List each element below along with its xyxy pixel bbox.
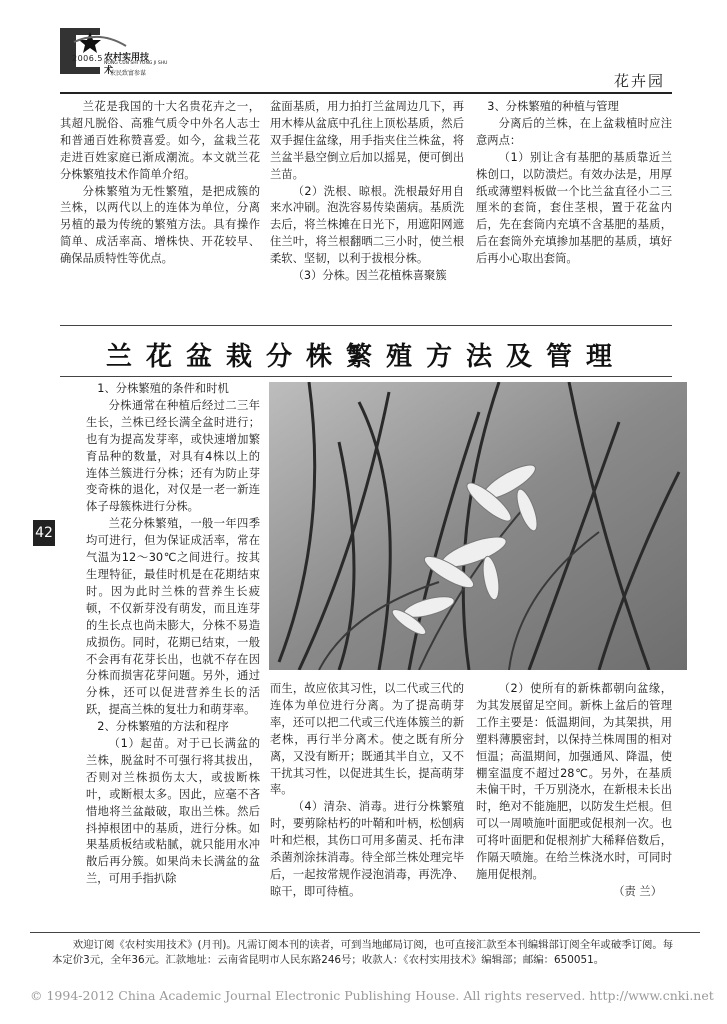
title-rule-top bbox=[60, 325, 672, 326]
paragraph: 兰花分株繁殖，一般一年四季均可进行，但为保证成活率，常在气温为12～30℃之间进行。按其生理特征，最佳时机是在花期结束时。因为此时兰株的营养生长疲顿，不仅新芽没有萌发，而且连芽的生长点也尚未膨大，分株不易造成损伤。同时，花期已结束，一般不会再有花芽长出，也就不存在因分株而损害花芽问题。另外，通过分株，还可以促进营养生长的活跃，提高兰株的复壮力和萌芽率。 bbox=[86, 517, 260, 717]
issue-number: 2006.5 bbox=[72, 54, 103, 63]
subheading: 3、分株繁殖的种植与管理 bbox=[487, 100, 619, 113]
editor-credit: （责 兰） bbox=[613, 884, 662, 898]
article-title: 兰花盆栽分株繁殖方法及管理 bbox=[105, 342, 626, 372]
paragraph: （2）洗根、晾根。洗根最好用自来水冲刷。泡洗容易传染菌病。基质洗去后，将兰株摊在日光下，用遮阳网遮住兰叶，将兰根翻晒二三小时，使兰根柔软、坚韧，以利于拔根分株。 bbox=[270, 184, 464, 266]
orchid-photo bbox=[269, 382, 687, 670]
copyright-notice: © 1994-2012 China Academic Journal Electronic Publishing House. All rights reserved. http://www.cnki.net bbox=[30, 988, 714, 1003]
top-right-column bbox=[476, 99, 672, 268]
title-rule-bottom bbox=[60, 376, 672, 377]
footer-rule bbox=[30, 932, 700, 933]
bottom-right-column bbox=[476, 681, 672, 901]
paragraph: 分离后的兰株，在上盆栽植时应注意两点： bbox=[476, 116, 672, 147]
section-title: 花卉园 bbox=[613, 72, 665, 90]
magazine-name-en: NONG CUN SHI YONG JI SHU bbox=[104, 61, 168, 66]
paragraph: 而生，故应依其习性，以二代或三代的连体为单位进行分离。为了提高萌芽率，还可以把二代或三代连体簇兰的新老株，再行半分离术。使之既有所分离，又没有断开；既通其半自立，又不干扰其习性，以促进其生长，提高萌芽率。 bbox=[270, 682, 464, 797]
magazine-logo bbox=[60, 24, 168, 77]
header-rule bbox=[60, 92, 672, 94]
magazine-name: 农村实用技术 bbox=[104, 53, 150, 76]
bottom-middle-column bbox=[270, 681, 464, 901]
magazine-slogan: 农民致富参谋 bbox=[110, 70, 147, 77]
paragraph: 分株通常在种植后经过二三年生长，兰株已经长满全盆时进行；也有为提高发芽率，或快速增加繁育品种的数量，对具有4株以上的连体兰簇进行分株；还有为防止芽变奇株的退化，对仅是一老一新连体子母簇株进行分株。 bbox=[86, 398, 260, 514]
paragraph: 兰花是我国的十大名贵花卉之一，其超凡脱俗、高雅气质令中外名人志士和普通百姓称赞喜爱。如今，盆栽兰花走进百姓家庭已渐成潮流。本文就兰花分株繁殖技术作简单介绍。 bbox=[60, 100, 260, 181]
paragraph: （3）分株。因兰花植株喜聚簇 bbox=[292, 269, 447, 283]
orchid-photo-illustration bbox=[269, 382, 687, 670]
left-column bbox=[86, 381, 260, 888]
paragraph: 分株繁殖为无性繁殖，是把成簇的兰株，以两代以上的连体为单位，分离另植的最为传统的繁殖方法。具有操作简单、成活率高、增株快、开花较早、确保品质特性等优点。 bbox=[60, 184, 260, 266]
page-number: 42 bbox=[33, 520, 55, 546]
top-middle-column bbox=[270, 99, 464, 285]
paragraph: （1）别让含有基肥的基质靠近兰株创口，以防溃烂。有效办法是，用厚纸或薄塑料板做一个比兰盆直径小二三厘米的套筒，套住茎根，置于花盆内后，先在套筒内充填不含基肥的基质，后在套筒外充填掺加基肥的基质，填好后再小心取出套筒。 bbox=[476, 150, 672, 266]
subscription-notice: 欢迎订阅《农村实用技术》(月刊)。凡需订阅本刊的读者，可到当地邮局订阅，也可直接汇款至本刊编辑部订阅全年或破季订阅。每本定价3元，全年36元。汇款地址：云南省昆明市人民东路246号；收款人：《农村实用技术》编辑部；邮编：650051。 bbox=[52, 939, 674, 966]
subheading: 2、分株繁殖的方法和程序 bbox=[97, 720, 229, 734]
paragraph: （1）起苗。对于已长满盆的兰株，脱盆时不可强行将其拔出，否则对兰株损伤太大，或拔断株叶，或断根太多。因此，应毫不吝惜地将兰盆敲破，取出兰株。然后抖掉根团中的基质，进行分株。如果基质板结或粘腻，就只能用水冲散后再分簇。如果尚未长满盆的盆兰，可用手指扒除 bbox=[86, 737, 260, 886]
intro-column bbox=[60, 99, 260, 268]
paragraph: 盆面基质，用力拍打兰盆周边几下，再用木棒从盆底中孔往上顶松基质，然后双手握住盆缘，用手指夹住兰株盆，将兰盆半悬空倒立后加以摇晃，便可倒出兰苗。 bbox=[270, 100, 464, 181]
subheading: 1、分株繁殖的条件和时机 bbox=[97, 382, 229, 395]
paragraph: （4）清杂、消毒。进行分株繁殖时，要剪除枯朽的叶鞘和叶柄，松刨病叶和烂根，其伤口可用多菌灵、托布津杀菌剂涂抹消毒。待全部兰株处理完毕后，一起按常规作浸泡消毒，再洗净、晾干，即可待植。 bbox=[270, 800, 464, 898]
paragraph: （2）使所有的新株都朝向盆缘，为其发展留足空间。新株上盆后的管理工作主要是：低温期间，为其架拱，用塑料薄膜密封，以保持兰株周围的相对恒温；高温期间，加强通风、降温，使棚室温度不超过28℃。另外，在基质未偏干时，千万别浇水，在新根未长出时，绝对不能施肥，以防发生烂根。但可以一周喷施叶面肥或促根剂一次。也可将叶面肥和促根剂扩大稀释倍数后，作隔天喷施。在给兰株浇水时，可同时施用促根剂。 bbox=[476, 682, 672, 881]
